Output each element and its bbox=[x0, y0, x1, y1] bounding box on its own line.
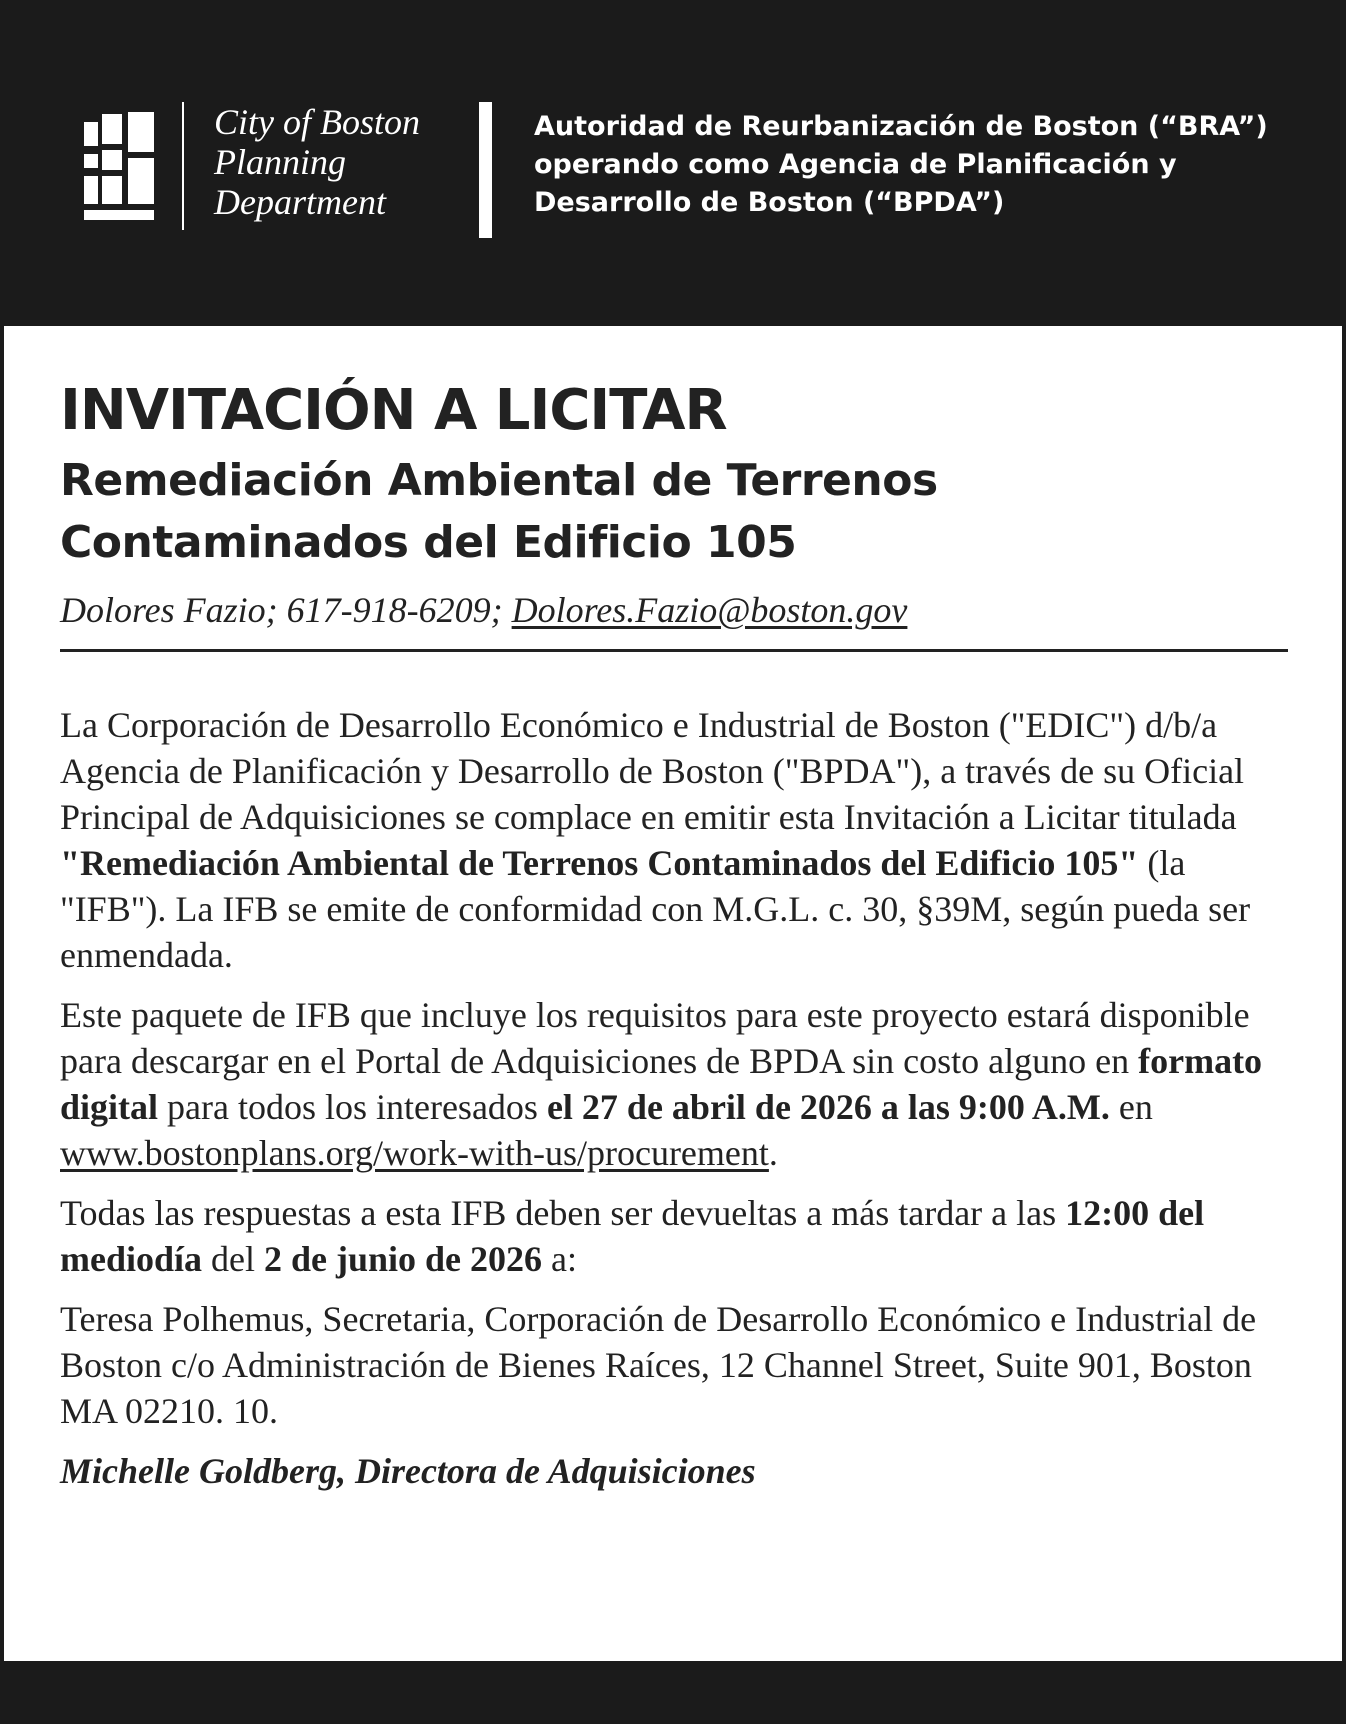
agency-line: Autoridad de Reurbanización de Boston (“BRA”) bbox=[534, 111, 1268, 142]
agency-line: Desarrollo de Boston (“BPDA”) bbox=[534, 187, 1005, 218]
page-title: INVITACIÓN A LICITAR bbox=[60, 378, 727, 443]
contact-name-phone: Dolores Fazio; 617-918-6209; bbox=[60, 590, 512, 630]
agency-name bbox=[534, 108, 1334, 222]
agency-line: operando como Agencia de Planificación y bbox=[534, 149, 1177, 180]
deadline-date-bold: 2 de junio de 2026 bbox=[264, 1239, 543, 1279]
release-date-bold: el 27 de abril de 2026 a las 9:00 A.M. bbox=[546, 1087, 1110, 1127]
text-run: del bbox=[202, 1239, 264, 1279]
availability-paragraph bbox=[60, 992, 1292, 1176]
text-run: para todos los interesados bbox=[158, 1087, 547, 1127]
department-line: Department bbox=[214, 182, 386, 222]
text-run: en bbox=[1109, 1087, 1153, 1127]
text-run: (la "IFB"). La IFB se emite de conformidad con M.G.L. c. 30, §39M, según pueda ser enmendada. bbox=[60, 843, 1251, 975]
department-line: Planning bbox=[214, 142, 346, 182]
text-run: a: bbox=[542, 1239, 578, 1279]
address-paragraph: Teresa Polhemus, Secretaria, Corporación de Desarrollo Económico e Industrial de Boston c/o Administración de Bienes Raíces, 12 Channel Street, Suite 901, Boston MA 02210. 10. bbox=[60, 1299, 1257, 1431]
procurement-portal-link[interactable]: www.bostonplans.org/work-with-us/procurement bbox=[60, 1133, 769, 1173]
format-bold: formato digital bbox=[60, 1041, 1263, 1127]
department-name bbox=[214, 102, 420, 222]
contact-email-link[interactable]: Dolores.Fazio@boston.gov bbox=[511, 590, 908, 630]
project-title-line: Contaminados del Edificio 105 bbox=[60, 517, 797, 568]
header-divider-thick bbox=[479, 102, 492, 238]
text-run: Este paquete de IFB que incluye los requisitos para este proyecto estará disponible para descargar en el Portal de Adquisiciones de BPDA sin costo alguno en bbox=[60, 995, 1250, 1081]
header-bar bbox=[0, 0, 1346, 326]
text-run: . bbox=[768, 1133, 778, 1173]
project-title bbox=[60, 450, 938, 574]
deadline-paragraph bbox=[60, 1190, 1292, 1282]
project-title-line: Remediación Ambiental de Terrenos bbox=[60, 455, 938, 506]
header-divider-thin bbox=[182, 102, 184, 230]
notice-body bbox=[60, 702, 1292, 1508]
text-run: La Corporación de Desarrollo Económico e Industrial de Boston ("EDIC") d/b/a Agencia de Planificación y Desarrollo de Boston ("BPDA"), a través de su Oficial Principal de Adquisiciones se complace en emitir esta Invitación a Licitar titulada bbox=[60, 705, 1245, 837]
notice-content bbox=[4, 326, 1342, 1661]
deadline-time-bold: 12:00 del mediodía bbox=[60, 1193, 1205, 1279]
contact-line bbox=[60, 588, 907, 632]
project-name-bold: "Remediación Ambiental de Terrenos Contaminados del Edificio 105" bbox=[60, 843, 1139, 883]
city-logo-icon bbox=[84, 112, 154, 220]
intro-paragraph bbox=[60, 702, 1292, 978]
divider bbox=[60, 649, 1288, 652]
signature: Michelle Goldberg, Directora de Adquisiciones bbox=[60, 1451, 756, 1491]
department-line: City of Boston bbox=[214, 102, 420, 142]
text-run: Todas las respuestas a esta IFB deben ser devueltas a más tardar a las bbox=[60, 1193, 1066, 1233]
